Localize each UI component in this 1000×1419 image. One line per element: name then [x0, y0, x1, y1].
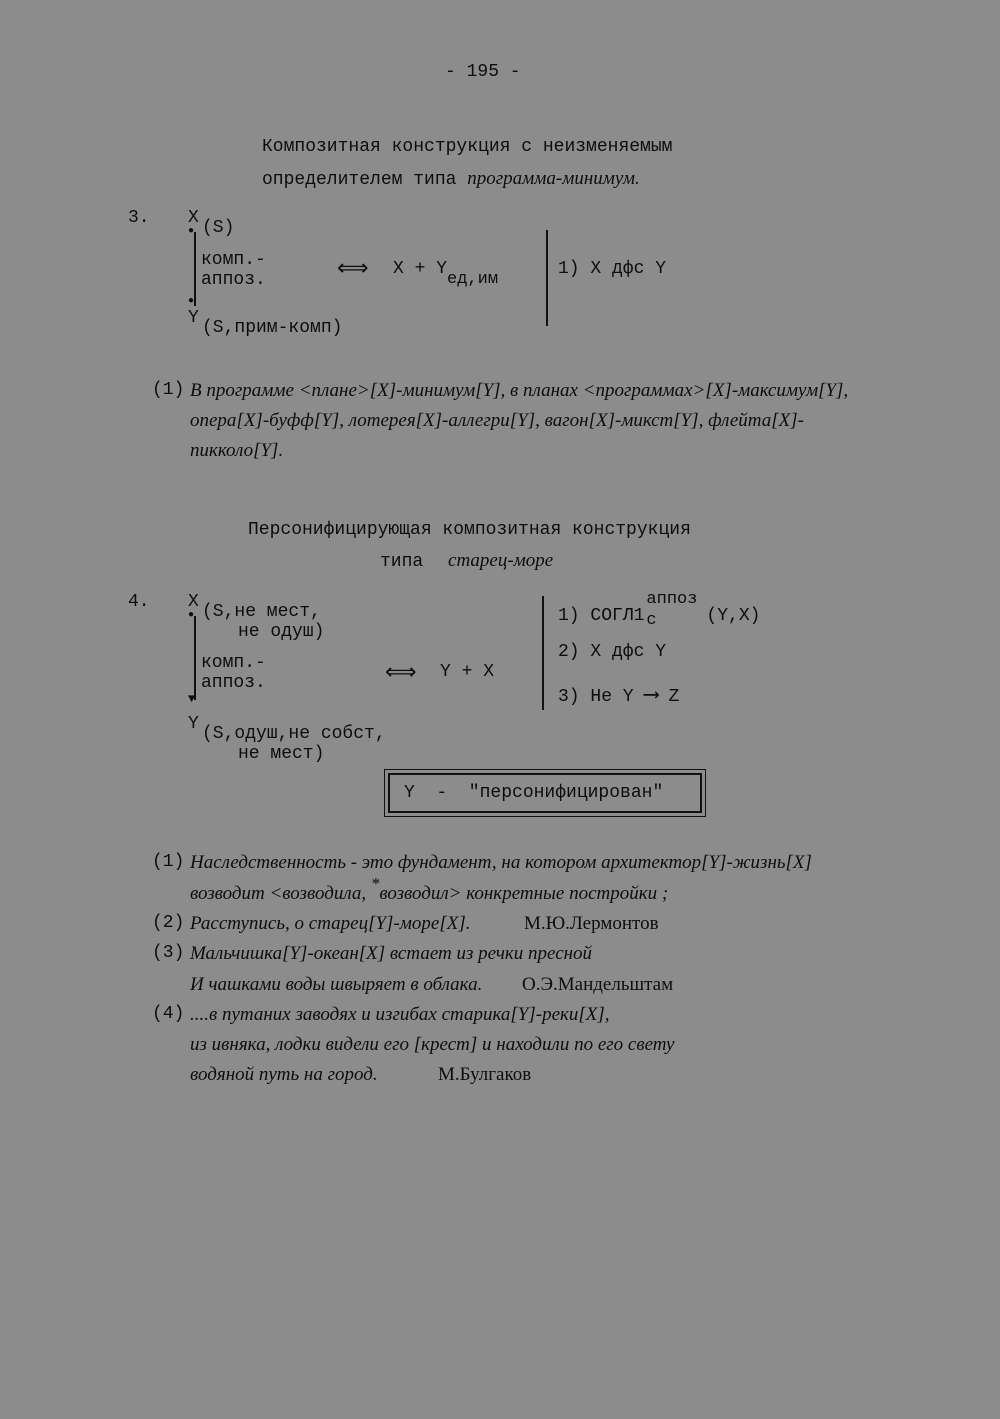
section3-title-line2 — [262, 168, 640, 190]
section4-relation-line2: аппоз. — [201, 673, 266, 693]
section4-result: Y + X — [440, 662, 495, 682]
section4-arrow-head: ▼ — [188, 692, 196, 706]
section3-title-italic: программа-минимум. — [467, 168, 640, 189]
section3-result-subscript: ед,им — [447, 270, 499, 289]
section4-top-features-line2: не одуш) — [238, 622, 325, 642]
example1-line2-a: возводит <возводила, — [190, 883, 371, 904]
section4-equivalence-arrow: ⟺ — [385, 661, 417, 686]
example4-line3: водяной путь на город. — [190, 1064, 378, 1085]
section4-condition-1 — [558, 590, 761, 630]
section4-top-features-line1: (S,не мест, — [202, 602, 321, 622]
section4-title-prefix: типа — [380, 552, 435, 572]
section3-example-line2: опера[X]-буфф[Y], лотерея[X]-аллегри[Y], вагон[X]-микст[Y], флейта[X]- — [190, 410, 804, 431]
section4-condition-2: 2) X дфс Y — [558, 642, 667, 662]
section4-cond1-prefix: 1) СОГЛ1 — [558, 606, 645, 626]
page-number: - 195 - — [445, 62, 521, 82]
section4-title-line1: Персонифицирующая композитная конструкция — [248, 520, 691, 540]
example1-line2 — [190, 874, 669, 905]
section3-relation-line2: аппоз. — [201, 270, 266, 290]
example4-number: (4) — [152, 1004, 185, 1024]
personified-box — [388, 773, 702, 813]
section3-number: 3. — [128, 208, 150, 228]
section3-arrow-top-dot: ● — [188, 226, 195, 237]
section3-arrow-bottom-dot: ● — [188, 296, 195, 307]
example1-line1: Наследственность - это фундамент, на котором архитектор[Y]-жизнь[X] — [190, 852, 812, 873]
section3-top-node-features: (S) — [202, 218, 235, 238]
section4-relation-arrow-line — [194, 616, 196, 700]
section4-cond1-superscript: аппоз — [646, 590, 698, 609]
section4-condition-3 — [558, 682, 679, 708]
section3-equivalence-arrow: ⟺ — [337, 257, 369, 282]
section4-top-node: X — [188, 592, 199, 612]
section4-cond1-suffix: (Y,X) — [706, 606, 761, 626]
example2-number: (2) — [152, 913, 185, 933]
section4-cond1-scripts — [644, 590, 706, 630]
section4-bottom-node: Y — [188, 714, 199, 734]
example4-line1: ....в путаних заводях и изгибах старика[Y]-реки[X], — [190, 1004, 610, 1025]
section4-title-italic: старец-море — [448, 550, 554, 571]
section3-example-line1: В программе <плане>[X]-минимум[Y], в планах <программах>[X]-максимум[Y], — [190, 380, 849, 401]
section3-title-prefix: определителем типа — [262, 170, 468, 190]
section4-bottom-features-line1: (S,одуш,не собст, — [202, 724, 386, 744]
example1-line2-b: возводил> конкретные постройки ; — [379, 883, 669, 904]
section3-relation-line1: комп.- — [201, 250, 266, 270]
example1-number: (1) — [152, 852, 185, 872]
personified-box-text: Y - "персонифицирован" — [404, 783, 664, 803]
section4-arrow-top-dot: ● — [188, 610, 195, 621]
section3-example-line3: пикколо[Y]. — [190, 440, 284, 461]
example2-line1: Расступись, о старец[Y]-море[X]. — [190, 913, 471, 934]
example3-number: (3) — [152, 943, 185, 963]
section3-condition-1: 1) X дфс Y — [558, 259, 667, 279]
section4-title-line2 — [380, 550, 553, 572]
section3-bottom-node-features: (S,прим-комп) — [202, 318, 343, 338]
section4-condition-separator — [542, 596, 544, 710]
section4-cond3-suffix: Z — [668, 687, 680, 707]
section3-title-line1: Композитная конструкция с неизменяемым — [262, 137, 673, 157]
section3-bottom-node: Y — [188, 308, 199, 328]
section4-number: 4. — [128, 592, 150, 612]
section3-result-main: X + Y — [393, 259, 448, 279]
example1-star: * — [370, 874, 380, 893]
example2-author: М.Ю.Лермонтов — [524, 913, 659, 934]
example3-author: О.Э.Мандельштам — [522, 974, 674, 995]
section4-cond1-subscript: с — [646, 611, 657, 630]
section3-relation-arrow-line — [194, 232, 196, 306]
section3-example-number: (1) — [152, 380, 185, 400]
example3-line1: Мальчишка[Y]-океан[X] встает из речки пресной — [190, 943, 593, 964]
section4-cond3-arrow: ⟶ — [644, 683, 658, 708]
section3-condition-separator — [546, 230, 548, 326]
section4-bottom-features-line2: не мест) — [238, 744, 325, 764]
section4-relation-line1: комп.- — [201, 653, 266, 673]
section3-top-node: X — [188, 208, 199, 228]
example4-author: М.Булгаков — [438, 1064, 532, 1085]
section4-cond3-prefix: 3) Не Y — [558, 687, 634, 707]
section3-result — [393, 259, 499, 289]
example4-line2: из ивняка, лодки видели его [крест] и находили по его свету — [190, 1034, 675, 1055]
example3-line2: И чашками воды швыряет в облака. — [190, 974, 483, 995]
